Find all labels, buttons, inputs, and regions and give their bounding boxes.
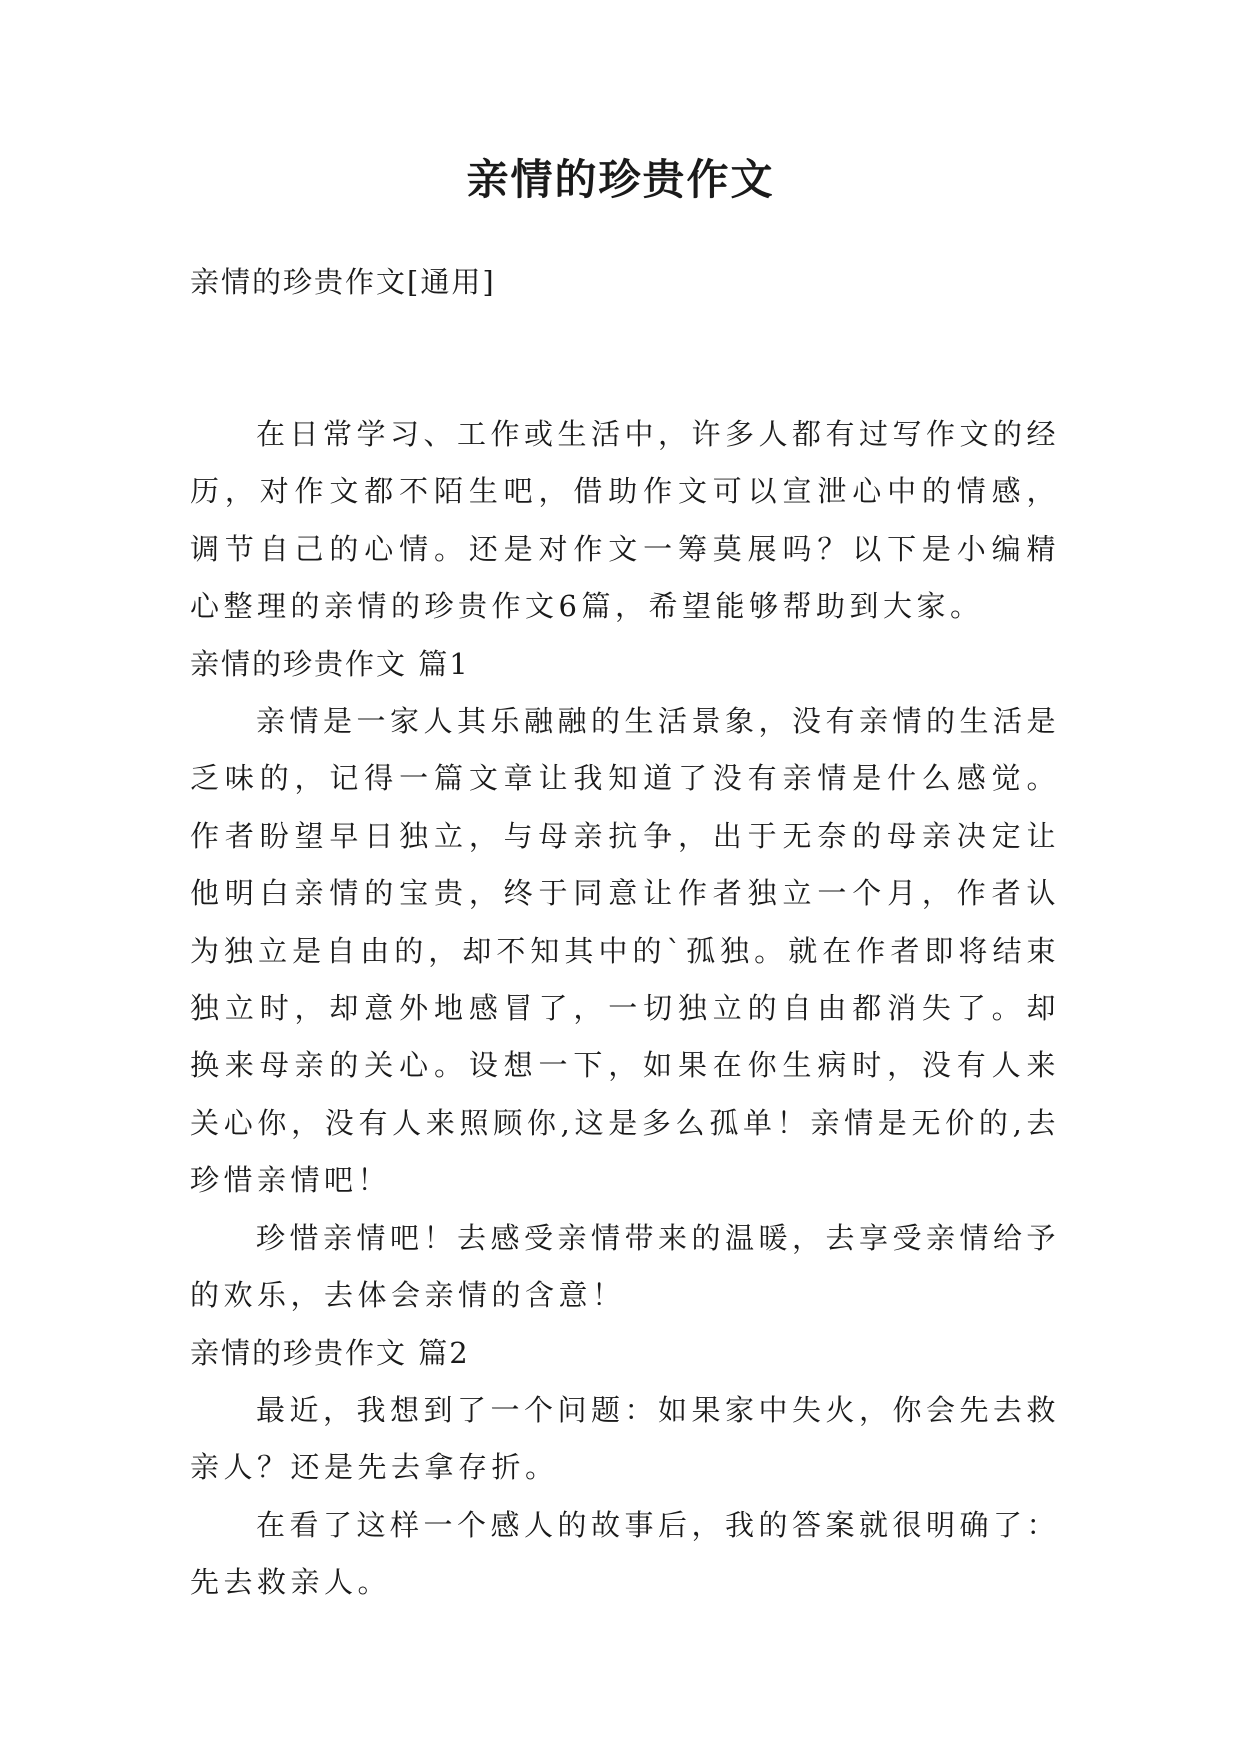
section-1-paragraph-2: 珍惜亲情吧！去感受亲情带来的温暖，去享受亲情给予的欢乐，去体会亲情的含意！ — [190, 1220, 1061, 1313]
document-title: 亲情的珍贵作文 — [466, 155, 775, 204]
section-2-paragraph-2: 在看了这样一个感人的故事后，我的答案就很明确了：先去救亲人。 — [190, 1507, 1061, 1600]
document-subtitle: 亲情的珍贵作文[通用] — [190, 265, 496, 299]
section-heading-1: 亲情的珍贵作文 篇1 — [190, 646, 470, 681]
section-2-paragraph-1: 最近，我想到了一个问题：如果家中失火，你会先去救亲人？还是先去拿存折。 — [190, 1392, 1061, 1485]
section-heading-2: 亲情的珍贵作文 篇2 — [190, 1335, 470, 1370]
intro-paragraph: 在日常学习、工作或生活中，许多人都有过写作文的经历，对作文都不陌生吧，借助作文可以宣泄心中的情感，调节自己的心情。还是对作文一筹莫展吗？以下是小编精心整理的亲情的珍贵作文6篇，希望能够帮助到大家。 — [190, 417, 1061, 624]
document-body — [190, 406, 1060, 1612]
section-1-paragraph-1: 亲情是一家人其乐融融的生活景象，没有亲情的生活是乏味的，记得一篇文章让我知道了没有亲情是什么感觉。作者盼望早日独立，与母亲抗争，出于无奈的母亲决定让他明白亲情的宝贵，终于同意让作者独立一个月，作者认为独立是自由的，却不知其中的`孤独。就在作者即将结束独立时，却意外地感冒了，一切独立的自由都消失了。却换来母亲的关心。设想一下，如果在你生病时，没有人来关心你，没有人来照顾你,这是多么孤单！亲情是无价的,去珍惜亲情吧！ — [190, 704, 1061, 1198]
